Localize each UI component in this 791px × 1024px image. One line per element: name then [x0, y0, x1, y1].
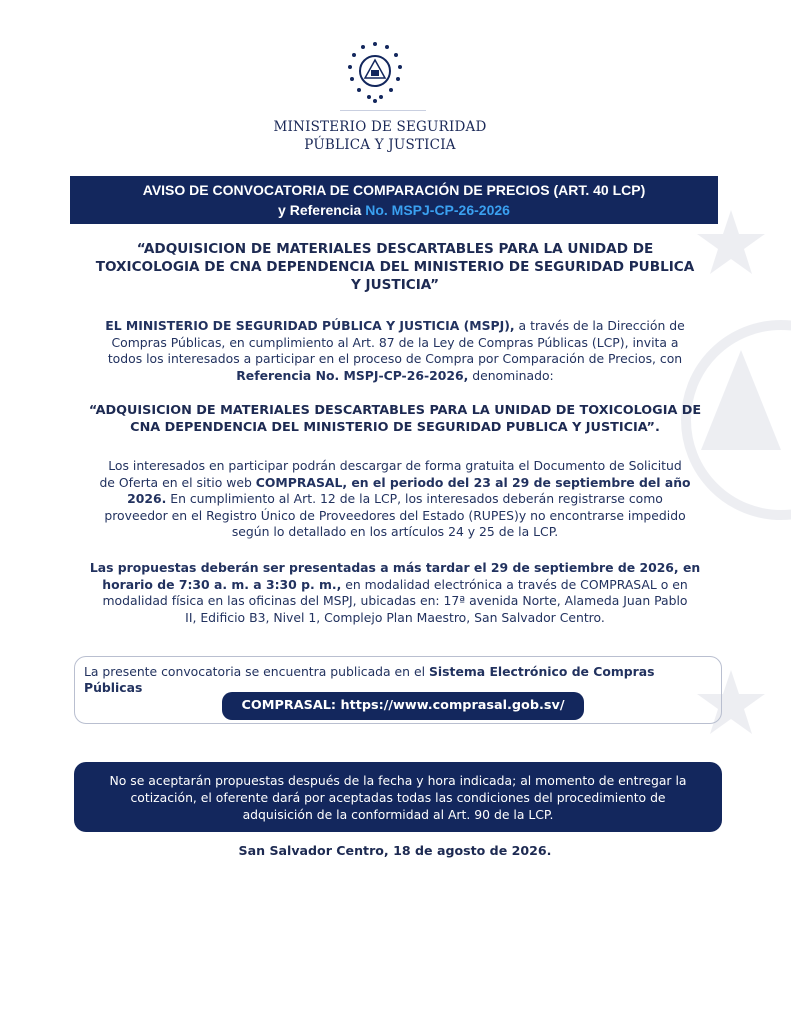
procurement-name — [70, 402, 720, 436]
warning-notice — [74, 762, 722, 832]
notice-line2: cotización, el oferente dará por aceptadas todas las condiciones del procedimiento de — [130, 790, 666, 805]
banner-title: AVISO DE CONVOCATORIA DE COMPARACIÓN DE PRECIOS (ART. 40 LCP) — [142, 182, 646, 198]
intro-text: a través de la Dirección de — [514, 318, 685, 333]
reference-number: No. MSPJ-CP-26-2026 — [365, 202, 510, 218]
intro-paragraph — [70, 318, 720, 384]
deadline-line3: modalidad física en las oficinas del MSPJ, ubicadas en: 17ª avenida Norte, Alameda Juan Pablo — [102, 593, 688, 608]
coat-of-arms-with-stars-icon — [338, 40, 412, 104]
procurement-name-line2: CNA DEPENDENCIA DEL MINISTERIO DE SEGURIDAD PUBLICA Y JUSTICIA”. — [130, 420, 660, 435]
ministry-name — [260, 118, 500, 154]
ministry-line1: MINISTERIO DE SEGURIDAD — [273, 119, 487, 135]
deadline-paragraph — [70, 560, 720, 626]
deadline-hours: horario de 7:30 a. m. a 3:30 p. m., — [102, 576, 342, 592]
banner-reference — [70, 200, 718, 220]
publication-text-pre: La presente convocatoria se encuentra publicada en el — [84, 664, 429, 679]
deadline-date: Las propuestas deberán ser presentadas a más tardar el 29 de septiembre de 2026, en — [89, 560, 701, 575]
download-period: COMPRASAL, en el periodo del 23 al 29 de septiembre del año — [255, 474, 691, 490]
place-and-date: San Salvador Centro, 18 de agosto de 2026. — [238, 843, 552, 858]
download-paragraph — [70, 458, 720, 541]
procurement-title-line3: Y JUSTICIA” — [350, 277, 440, 293]
download-line2-text: de Oferta en el sitio web — [99, 474, 256, 490]
notice-line1: No se aceptarán propuestas después de la fecha y hora indicada; al momento de entregar la — [109, 773, 687, 788]
download-line1: Los interesados en participar podrán descargar de forma gratuita el Documento de Solicitud — [108, 458, 682, 473]
download-line4: proveedor en el Registro Único de Proveedores del Estado (RUPES)y no encontrarse impedido — [104, 507, 686, 523]
procurement-title — [60, 240, 730, 294]
notice-line3: adquisición de la conformidad al Art. 90 de la LCP. — [242, 807, 554, 822]
logo-divider — [340, 110, 426, 111]
download-line3-text: En cumplimiento al Art. 12 de la LCP, los interesados deberán registrarse como — [166, 491, 663, 506]
comprasal-link[interactable]: COMPRASAL: https://www.comprasal.gob.sv/ — [222, 692, 584, 720]
ministry-bold: EL MINISTERIO DE SEGURIDAD PÚBLICA Y JUSTICIA (MSPJ), — [105, 318, 515, 333]
publication-system: Sistema Electrónico de Compras Públicas — [84, 664, 655, 695]
intro-line3: todos los interesados a participar en el proceso de Compra por Comparación de Precios, con — [107, 351, 683, 366]
ministry-line2: PÚBLICA Y JUSTICIA — [304, 137, 456, 153]
deadline-line2-text: en modalidad electrónica a través de COMPRASAL o en — [341, 576, 688, 592]
procurement-name-line1: “ADQUISICION DE MATERIALES DESCARTABLES PARA LA UNIDAD DE TOXICOLOGIA DE — [88, 403, 702, 418]
notice-banner — [70, 176, 718, 224]
intro-text-end: denominado: — [468, 367, 554, 383]
banner-reference-prefix: y Referencia — [278, 202, 366, 218]
intro-line2: Compras Públicas, en cumplimiento al Art. 87 de la Ley de Compras Públicas (LCP), invita a — [111, 334, 679, 350]
download-line5: según lo detallado en los artículos 24 y 25 de la LCP. — [231, 524, 559, 539]
reference-bold: Referencia No. MSPJ-CP-26-2026, — [236, 367, 469, 383]
deadline-line4: II, Edificio B3, Nivel 1, Complejo Plan Maestro, San Salvador Centro. — [185, 609, 605, 625]
procurement-title-line1: “ADQUISICION DE MATERIALES DESCARTABLES PARA LA UNIDAD DE — [136, 241, 654, 257]
download-year: 2026. — [127, 491, 167, 506]
procurement-title-line2: TOXICOLOGIA DE CNA DEPENDENCIA DEL MINISTERIO DE SEGURIDAD PUBLICA — [95, 259, 695, 275]
